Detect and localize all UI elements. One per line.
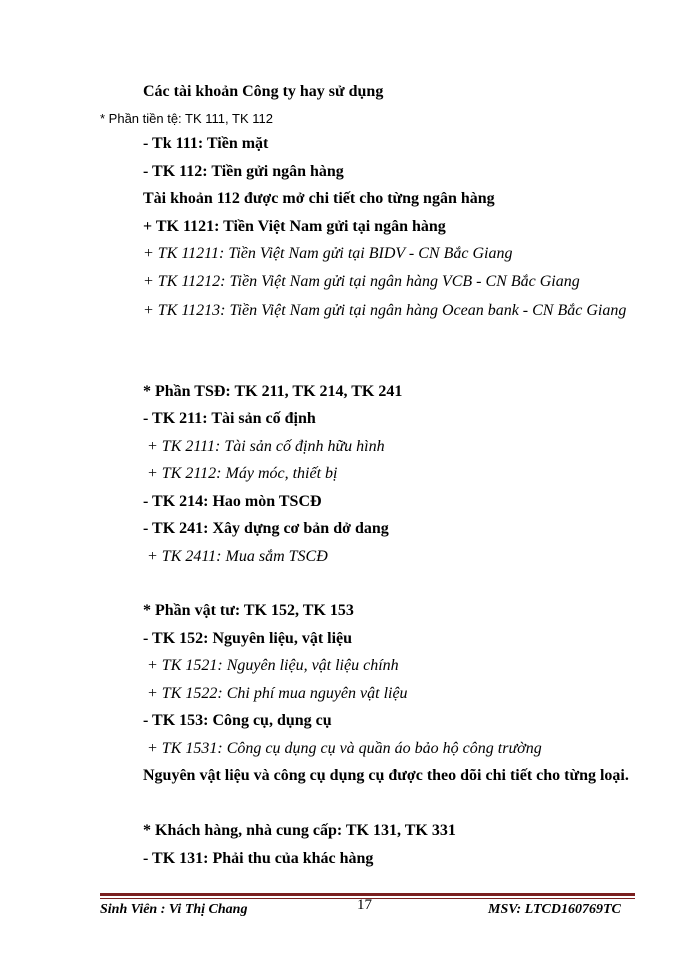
account-line-tk11212: + TK 11212: Tiền Việt Nam gửi tại ngân hàng VCB - CN Bắc Giang bbox=[143, 273, 580, 290]
money-section-title: * Phần tiền tệ: TK 111, TK 112 bbox=[100, 111, 273, 126]
footer-student-name: Sinh Viên : Vi Thị Chang bbox=[100, 902, 248, 917]
account-line-tk11213: + TK 11213: Tiền Việt Nam gửi tại ngân hàng Ocean bank - CN Bắc Giang bbox=[143, 302, 627, 319]
account-line-tk1121: + TK 1121: Tiền Việt Nam gửi tại ngân hàng bbox=[143, 218, 446, 235]
account-line-tk241: - TK 241: Xây dựng cơ bản dở dang bbox=[143, 520, 389, 537]
note-tk112-detail: Tài khoản 112 được mở chi tiết cho từng ngân hàng bbox=[143, 190, 495, 207]
account-line-tk2111: + TK 2111: Tài sản cố định hữu hình bbox=[147, 438, 385, 455]
footer-rule-thick bbox=[100, 893, 635, 896]
account-line-tk1531: + TK 1531: Công cụ dụng cụ và quần áo bảo hộ công trường bbox=[147, 740, 542, 757]
account-line-tk211: - TK 211: Tài sản cố định bbox=[143, 410, 316, 427]
material-section-title: * Phần vật tư: TK 152, TK 153 bbox=[143, 602, 354, 619]
customer-section-title: * Khách hàng, nhà cung cấp: TK 131, TK 331 bbox=[143, 822, 456, 839]
heading-company-accounts: Các tài khoản Công ty hay sử dụng bbox=[143, 83, 384, 100]
account-line-tk1521: + TK 1521: Nguyên liệu, vật liệu chính bbox=[147, 657, 399, 674]
account-line-tk152: - TK 152: Nguyên liệu, vật liệu bbox=[143, 630, 353, 647]
account-line-tk111: - Tk 111: Tiền mặt bbox=[143, 135, 269, 152]
footer-student-id: MSV: LTCD160769TC bbox=[488, 902, 621, 917]
note-material-tracking: Nguyên vật liệu và công cụ dụng cụ được theo dõi chi tiết cho từng loại. bbox=[143, 767, 629, 784]
account-line-tk1522: + TK 1522: Chi phí mua nguyên vật liệu bbox=[147, 685, 408, 702]
account-line-tk2411: + TK 2411: Mua sắm TSCĐ bbox=[147, 548, 328, 565]
account-line-tk131: - TK 131: Phải thu của khác hàng bbox=[143, 850, 374, 867]
asset-section-title: * Phần TSĐ: TK 211, TK 214, TK 241 bbox=[143, 383, 403, 400]
account-line-tk153: - TK 153: Công cụ, dụng cụ bbox=[143, 712, 332, 729]
account-line-tk112: - TK 112: Tiền gửi ngân hàng bbox=[143, 163, 344, 180]
account-line-tk2112: + TK 2112: Máy móc, thiết bị bbox=[147, 465, 338, 482]
account-line-tk11211: + TK 11211: Tiền Việt Nam gửi tại BIDV - CN Bắc Giang bbox=[143, 245, 513, 262]
page-number: 17 bbox=[357, 897, 372, 913]
account-line-tk214: - TK 214: Hao mòn TSCĐ bbox=[143, 493, 322, 510]
